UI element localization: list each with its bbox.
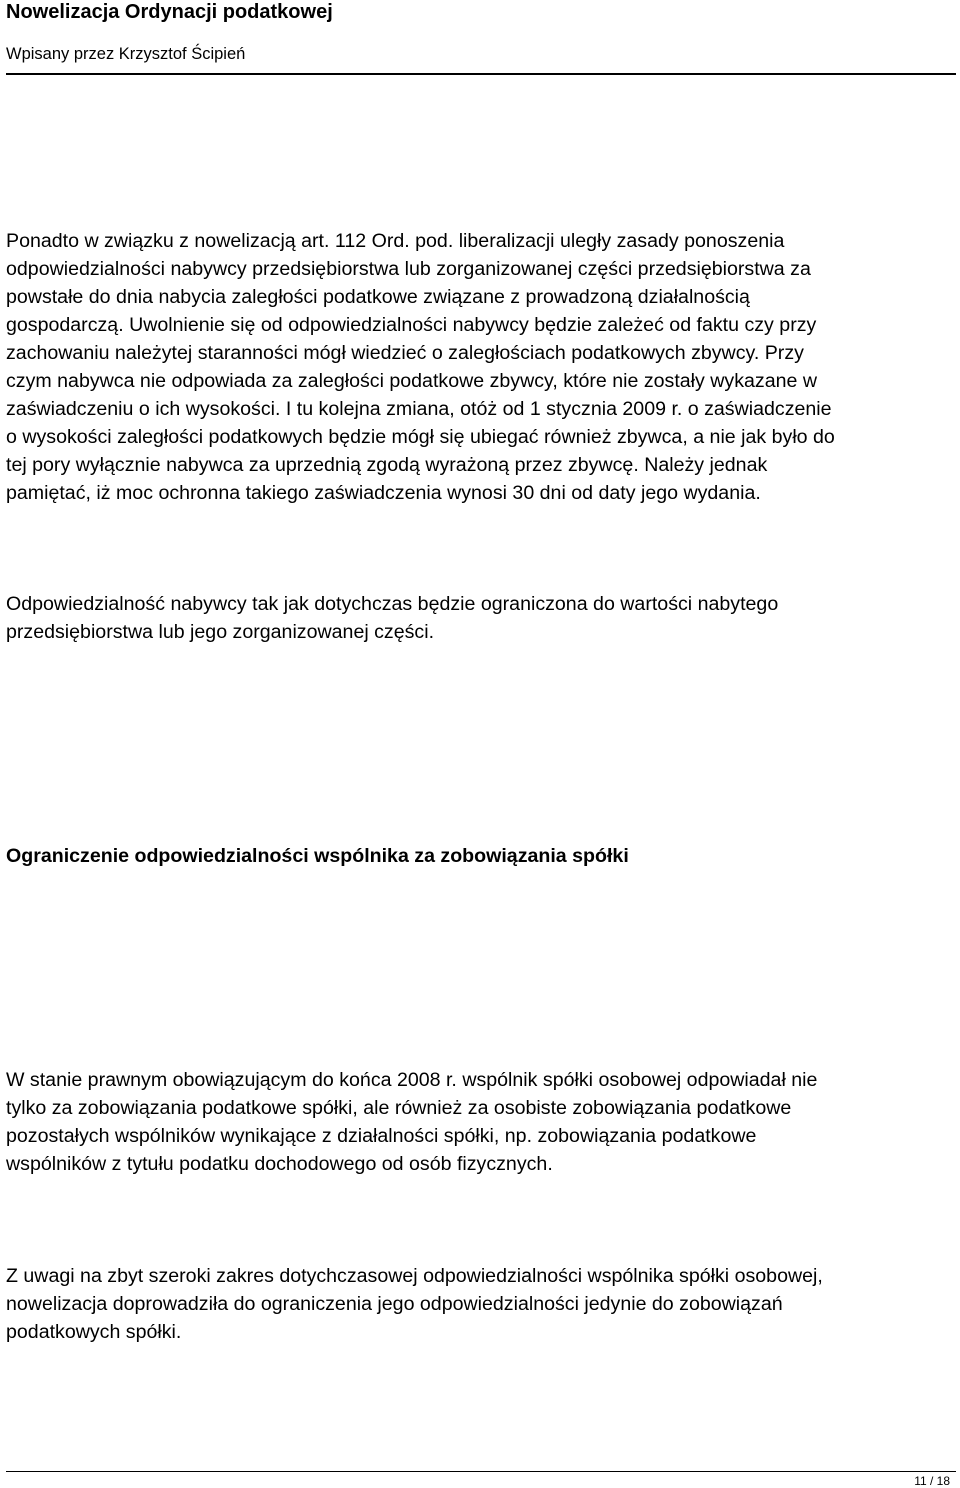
text-line: pamiętać, iż moc ochronna takiego zaświadczenia wynosi 30 dni od daty jego wydania. [6,482,761,504]
text-line: Z uwagi na zbyt szeroki zakres dotychczasowej odpowiedzialności wspólnika spółki osobowej, [6,1265,823,1287]
section-heading: Ograniczenie odpowiedzialności wspólnika za zobowiązania spółki [6,845,629,867]
text-line: zachowaniu należytej staranności mógł wiedzieć o zaległościach podatkowych zbywcy. Przy [6,342,804,364]
paragraph-previous-law [6,1066,956,1178]
text-line: wspólników z tytułu podatku dochodowego od osób fizycznych. [6,1153,553,1175]
text-line: tej pory wyłącznie nabywca za uprzednią zgodą wyrażoną przez zbywcę. Należy jednak [6,454,768,476]
text-line: pozostałych wspólników wynikające z działalności spółki, np. zobowiązania podatkowe [6,1125,757,1147]
text-line: W stanie prawnym obowiązującym do końca 2008 r. wspólnik spółki osobowej odpowiadał nie [6,1069,818,1091]
paragraph-liability-limit [6,590,956,646]
text-line: odpowiedzialności nabywcy przedsiębiorstwa lub zorganizowanej części przedsiębiorstwa za [6,258,811,280]
text-line: o wysokości zaległości podatkowych będzie mógł się ubiegać również zbywca, a nie jak było do [6,426,835,448]
text-line: Ponadto w związku z nowelizacją art. 112 Ord. pod. liberalizacji uległy zasady ponoszenia [6,230,785,252]
text-line: podatkowych spółki. [6,1321,182,1343]
page-number: 11 / 18 [914,1474,950,1488]
text-line: gospodarczą. Uwolnienie się od odpowiedzialności nabywcy będzie zależeć od faktu czy przy [6,314,817,336]
paragraph-purchaser-liability [6,227,956,507]
text-line: Odpowiedzialność nabywcy tak jak dotychczas będzie ograniczona do wartości nabytego [6,593,779,615]
author-line: Wpisany przez Krzysztof Ścipień [6,45,246,63]
text-line: zaświadczeniu o ich wysokości. I tu kolejna zmiana, otóż od 1 stycznia 2009 r. o zaświadczenie [6,398,832,420]
text-line: czym nabywca nie odpowiada za zaległości podatkowe zbywcy, które nie zostały wykazane w [6,370,817,392]
text-line: tylko za zobowiązania podatkowe spółki, ale również za osobiste zobowiązania podatkowe [6,1097,792,1119]
text-line: przedsiębiorstwa lub jego zorganizowanej części. [6,621,435,643]
document-title: Nowelizacja Ordynacji podatkowej [6,1,333,23]
page-header [6,0,956,75]
page-footer [6,1471,956,1488]
text-line: nowelizacja doprowadziła do ograniczenia jego odpowiedzialności jedynie do zobowiązań [6,1293,783,1315]
text-line: powstałe do dnia nabycia zaległości podatkowe związane z prowadzoną działalnością [6,286,750,308]
paragraph-amendment [6,1262,956,1346]
